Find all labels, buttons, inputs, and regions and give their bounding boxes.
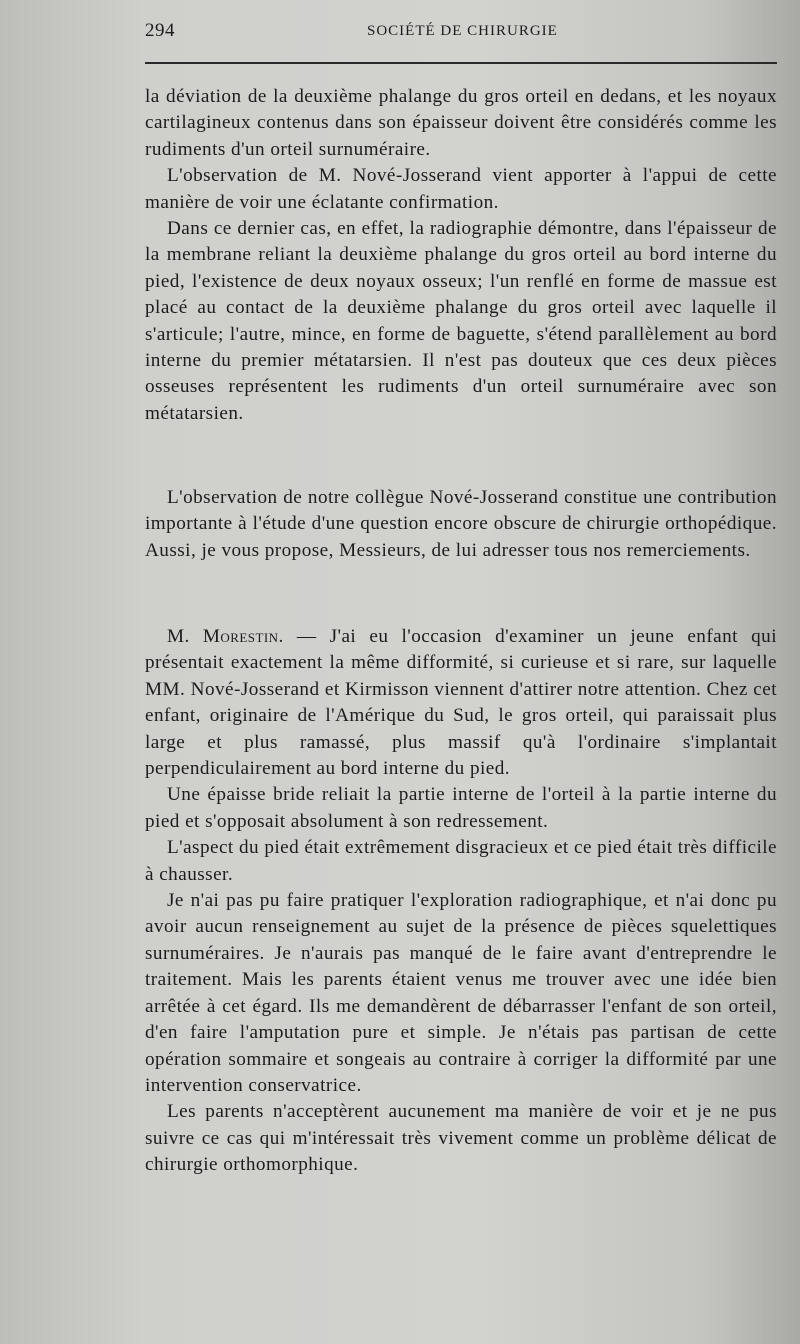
page-number: 294	[145, 20, 175, 41]
paragraph-speaker	[145, 624, 777, 782]
speaker-prefix: M.	[167, 626, 203, 647]
paragraph: la déviation de la deuxième phalange du gros orteil en dedans, et les noyaux cartilagineux contenus dans son épaisseur doivent être considérés comme les rudiments d'un orteil surnuméraire.	[145, 86, 777, 160]
header-rule	[145, 62, 777, 64]
text-block-conclusion	[145, 485, 777, 564]
running-title: SOCIÉTÉ DE CHIRURGIE	[367, 23, 558, 39]
paragraph: L'observation de M. Nové-Josserand vient apporter à l'appui de cette manière de voir une éclatante confirmation.	[145, 165, 777, 213]
speaker-name: Morestin	[202, 626, 279, 647]
paragraph-text: J'ai eu l'occasion d'examiner un jeune enfant qui présentait exactement la même difformité, si curieuse et si rare, sur laquelle MM. Nové-Josserand et Kirmisson viennent d'attirer notre attention. Chez cet enfant, originaire de l'Amérique du Sud, le gros orteil, qui paraissait plus large et plus ramassé, plus massif qu'à l'ordinaire s'implantait perpendiculairement au bord interne du pied.	[145, 626, 777, 780]
text-block-report	[145, 84, 777, 427]
paragraph: Une épaisse bride reliait la partie interne de l'orteil à la partie interne du pied et s'opposait absolument à son redressement.	[145, 784, 777, 832]
paragraph: Les parents n'acceptèrent aucunement ma manière de voir et je ne pus suivre ce cas qui m'intéressait très vivement comme un problème délicat de chirurgie orthomorphique.	[145, 1101, 777, 1176]
text-block-discussion	[145, 624, 777, 1179]
paragraph: Dans ce dernier cas, en effet, la radiographie démontre, dans l'épaisseur de la membrane reliant la deuxième phalange du gros orteil au bord interne du pied, l'existence de deux noyaux osseux; l'un renflé en forme de massue est placé au contact de la deuxième phalange du gros orteil avec laquelle il s'articule; l'autre, mince, en forme de baguette, s'étend parallèlement au bord interne du premier métatarsien. Il n'est pas douteux que ces deux pièces osseuses représentent les rudiments d'un orteil surnuméraire avec son métatarsien.	[145, 218, 777, 424]
speaker-dash: . —	[278, 626, 330, 647]
paragraph: L'aspect du pied était extrêmement disgracieux et ce pied était très difficile à chausser.	[145, 837, 777, 885]
running-head	[145, 20, 777, 44]
paragraph: Je n'ai pas pu faire pratiquer l'exploration radiographique, et n'ai donc pu avoir aucun renseignement au sujet de la présence de pièces squelettiques surnuméraires. Je n'aurais pas manqué de le faire avant d'entreprendre le traitement. Mais les parents étaient venus me trouver avec une idée bien arrêtée à cet égard. Ils me demandèrent de débarrasser l'enfant de son orteil, d'en faire l'amputation pure et simple. Je n'étais pas partisan de cette opération sommaire et songeais au contraire à corriger la difformité par une intervention conservatrice.	[145, 890, 777, 1096]
paragraph: L'observation de notre collègue Nové-Josserand constitue une contribution importante à l'étude d'une question encore obscure de chirurgie orthopédique. Aussi, je vous propose, Messieurs, de lui adresser tous nos remerciements.	[145, 487, 777, 561]
